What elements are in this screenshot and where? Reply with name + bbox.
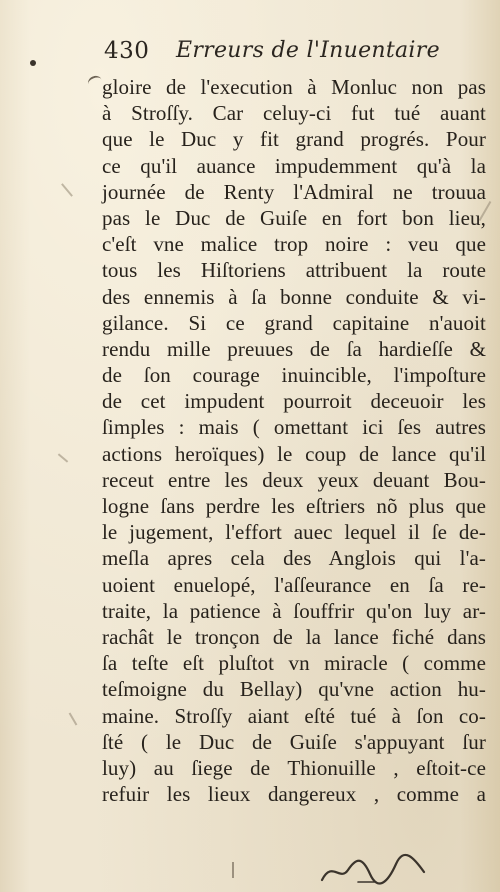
text-line: c'eſt vne malice trop noire : veu que — [102, 232, 486, 257]
text-line: ce qu'il auance impudemment qu'à la — [102, 153, 486, 178]
margin-ink-mark — [58, 453, 68, 462]
text-line: ſa teſte eſt pluſtot vn miracle ( comme — [102, 651, 486, 676]
text-line: que le Duc y fit grand progrés. Pour — [102, 127, 486, 152]
margin-ink-mark — [61, 183, 73, 197]
text-line: traite, la patience à ſouffrir qu'on luy ar- — [102, 598, 486, 623]
text-line: receut entre les deux yeux deuant Bou- — [102, 467, 486, 492]
page-header — [0, 38, 500, 78]
text-line: tous les Hiſtoriens attribuent la route — [102, 258, 486, 283]
text-line: meſla apres cela des Anglois qui l'a- — [102, 546, 486, 571]
text-line: de ſon courage inuincible, l'impoſture — [102, 363, 486, 388]
text-line: actions heroïques) le coup de lance qu'il — [102, 441, 486, 466]
text-line: rachât le tronçon de la lance fiché dans — [102, 624, 486, 649]
text-line: ſté ( le Duc de Guiſe s'appuyant ſur — [102, 729, 486, 754]
margin-ink-mark — [69, 712, 78, 725]
text-line: uoient enuelopé, l'aſſeurance en ſa re- — [102, 572, 486, 597]
text-line: le jugement, l'effort auec lequel il ſe de- — [102, 520, 486, 545]
text-line: pas le Duc de Guiſe en fort bon lieu, — [102, 205, 486, 230]
text-line: maine. Stroſſy aiant eſté tué à ſon co- — [102, 703, 486, 728]
running-title: Erreurs de l'Inuentaire — [176, 38, 440, 63]
text-line: gloire de l'execution à Monluc non pas — [102, 75, 486, 99]
text-line: teſmoigne du Bellay) qu'vne action hu- — [102, 677, 486, 702]
text-line: rendu mille preuues de ſa hardieſſe & — [102, 336, 486, 361]
text-line: gilance. Si ce grand capitaine n'auoit — [102, 310, 486, 335]
body-text — [102, 74, 486, 807]
margin-ink-mark — [232, 862, 238, 878]
text-line: luy) au ſiege de Thionuille , eſtoit-ce — [102, 755, 486, 780]
text-line: logne ſans perdre les eſtriers nõ plus que — [102, 494, 486, 518]
text-line: ſimples : mais ( omettant ici ſes autres — [102, 415, 486, 440]
text-line: journée de Renty l'Admiral ne trouua — [102, 179, 486, 204]
text-line: à Stroſſy. Car celuy-ci fut tué auant — [102, 101, 486, 126]
handwritten-scribble — [318, 852, 428, 886]
page-number: 430 — [104, 38, 150, 64]
text-line: de cet impudent pourroit deceuoir les — [102, 389, 486, 414]
text-line: des ennemis à ſa bonne conduite & vi- — [102, 284, 486, 309]
text-line: refuir les lieux dangereux , comme a — [102, 782, 486, 807]
